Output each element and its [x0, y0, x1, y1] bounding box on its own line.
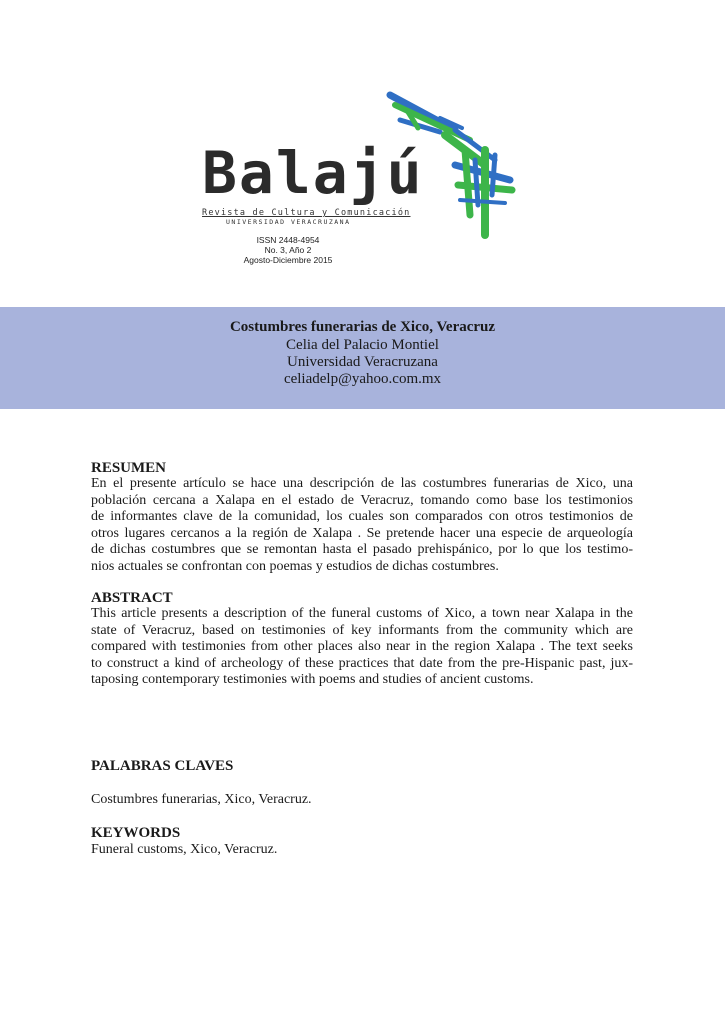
abstract-line: state of Veracruz, based on testimonies of key informants from the community which are — [91, 622, 633, 638]
keywords-text: Funeral customs, Xico, Veracruz. — [91, 842, 278, 857]
abstract-line: This article presents a description of the funeral customs of Xico, a town near Xalapa in the — [91, 606, 633, 621]
issue-info — [232, 235, 344, 265]
abstract-line: compared with testimonies from other places also near in the region Xalapa . The text seeks — [91, 639, 633, 655]
abstract-line: to construct a kind of archeology of these practices that date from the pre-Hispanic past, jux- — [91, 655, 633, 671]
palabras-heading: PALABRAS CLAVES — [91, 758, 234, 774]
abstract-paragraph — [91, 606, 633, 689]
resumen-line: de dichas costumbres que se remontan hasta el pasado prehispánico, por lo que los testimo- — [91, 542, 633, 558]
title-band — [0, 307, 725, 409]
resumen-line: de informantes clave de la comunidad, los cuales son comparados con otros testimonios de — [91, 509, 633, 525]
author-name: Celia del Palacio Montiel — [286, 337, 439, 353]
issue-number: No. 3, Año 2 — [264, 245, 312, 255]
article-title: Costumbres funerarias de Xico, Veracruz — [229, 319, 496, 335]
author-email: celiadelp@yahoo.com.mx — [283, 371, 442, 387]
resumen-line: otros lugares cercanos a la región de Xalapa . Se pretende hacer una especie de arqueología — [91, 525, 633, 541]
keywords-heading: KEYWORDS — [91, 825, 181, 841]
issn: ISSN 2448-4954 — [256, 235, 320, 245]
journal-subtitle: Revista de Cultura y Comunicación — [202, 208, 411, 218]
journal-university: UNIVERSIDAD VERACRUZANA — [226, 218, 351, 226]
abstract-heading: ABSTRACT — [91, 590, 173, 606]
resumen-heading: RESUMEN — [91, 460, 167, 476]
author-affiliation: Universidad Veracruzana — [287, 354, 438, 370]
abstract-line: taposing contemporary testimonies with poems and studies of ancient customs. — [91, 672, 534, 688]
resumen-line: nios actuales se confrontan con poemas y estudios de dichas costumbres. — [91, 558, 499, 574]
resumen-paragraph — [91, 476, 633, 576]
journal-name: Balajú — [202, 139, 424, 207]
issue-period: Agosto-Diciembre 2015 — [243, 255, 333, 265]
palabras-text: Costumbres funerarias, Xico, Veracruz. — [91, 792, 312, 807]
resumen-line: En el presente artículo se hace una descripción de las costumbres funerarias de Xico, una — [91, 476, 633, 491]
resumen-line: población cercana a Xalapa en el estado de Veracruz, tomando como base los testimonios — [91, 492, 633, 508]
